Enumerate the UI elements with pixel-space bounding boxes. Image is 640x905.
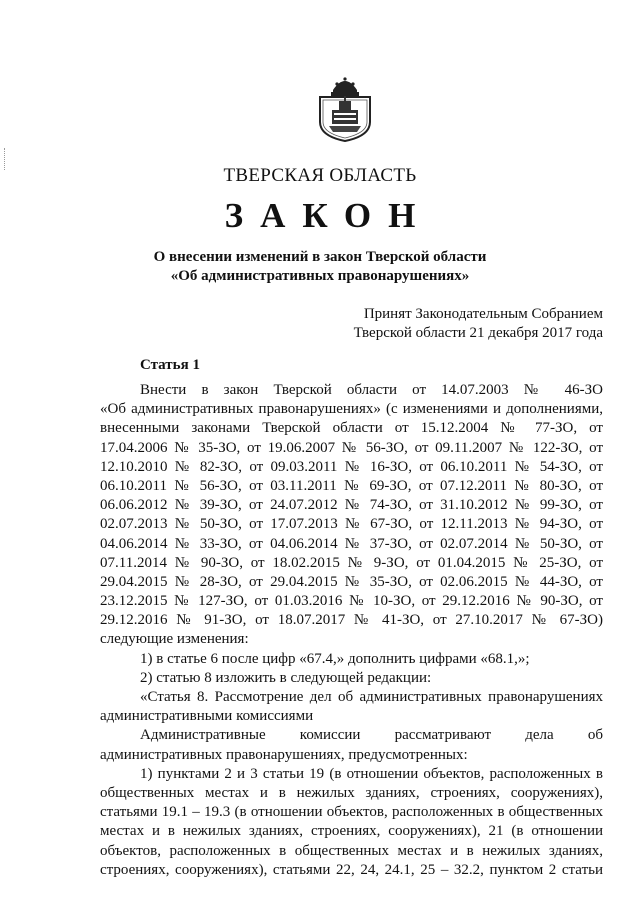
text-line: Внести в закон Тверской области от 14.07.2003 № 46-ЗО <box>140 382 603 398</box>
text-line: местах и в нежилых зданиях, строениях, сооружениях), 21 (в отношении <box>100 823 603 840</box>
document-subtitle <box>0 248 640 286</box>
text-line: 2) статью 8 изложить в следующей редакции: <box>140 669 432 686</box>
coat-of-arms-icon <box>317 70 373 142</box>
adoption-note <box>354 305 603 343</box>
text-line: общественных местах и в нежилых зданиях, строениях, сооружениях), <box>100 784 603 801</box>
text-line: статьями 19.1 – 19.3 (в отношении объектов, расположенных в общественных <box>100 804 603 821</box>
text-line: 29.12.2016 № 91-ЗО, от 18.07.2017 № 41-ЗО, от 27.10.2017 № 67-ЗО) <box>100 612 603 629</box>
text-line: Административные комиссии рассматривают дела об <box>140 727 603 744</box>
article-heading: Статья 1 <box>140 357 200 373</box>
text-line: внесенными законами Тверской области от 15.12.2004 № 77-ЗО, от <box>100 420 603 437</box>
article-body <box>100 381 603 880</box>
document-type: ЗАКОН <box>224 196 433 235</box>
subtitle-line: О внесении изменений в закон Тверской области <box>153 249 487 265</box>
text-line: объектов, расположенных в общественных местах и в нежилых зданиях, <box>100 842 603 859</box>
text-line: 06.10.2011 № 56-ЗО, от 03.11.2011 № 69-ЗО, от 07.12.2011 № 80-ЗО, от <box>100 477 603 494</box>
text-line: 17.04.2006 № 35-ЗО, от 19.06.2007 № 56-ЗО, от 09.11.2007 № 122-ЗО, от <box>100 439 603 456</box>
text-line: «Об административных правонарушениях» (с изменениями и дополнениями, <box>100 401 603 418</box>
text-line: 04.06.2014 № 33-ЗО, от 04.06.2014 № 37-ЗО, от 02.07.2014 № 50-ЗО, от <box>100 535 603 552</box>
text-line: 29.04.2015 № 28-ЗО, от 29.04.2015 № 35-ЗО, от 02.06.2015 № 44-ЗО, от <box>100 573 603 590</box>
text-line: 1) в статье 6 после цифр «67.4,» дополнить цифрами «68.1,»; <box>140 650 530 667</box>
adoption-line: Принят Законодательным Собранием <box>363 306 603 322</box>
text-line: 1) пунктами 2 и 3 статьи 19 (в отношении объектов, расположенных в <box>140 765 603 782</box>
text-line: 02.07.2013 № 50-ЗО, от 17.07.2013 № 67-ЗО, от 12.11.2013 № 94-ЗО, от <box>100 516 603 533</box>
text-line: следующие изменения: <box>100 631 249 648</box>
subtitle-line: «Об административных правонарушениях» <box>170 268 470 284</box>
text-line: административных правонарушениях, предусмотренных: <box>100 746 468 763</box>
text-line: строениях, сооружениях), статьями 22, 24, 24.1, 25 – 32.2, пунктом 2 статьи <box>100 861 603 878</box>
text-line: 06.06.2012 № 39-ЗО, от 24.07.2012 № 74-ЗО, от 31.10.2012 № 99-ЗО, от <box>100 497 603 514</box>
text-line: административными комиссиями <box>100 708 314 725</box>
text-line: «Статья 8. Рассмотрение дел об административных правонарушениях <box>140 689 603 705</box>
region-name: ТВЕРСКАЯ ОБЛАСТЬ <box>223 165 417 186</box>
text-line: 07.11.2014 № 90-ЗО, от 18.02.2015 № 9-ЗО, от 01.04.2015 № 25-ЗО, от <box>100 554 603 571</box>
text-line: 12.10.2010 № 82-ЗО, от 09.03.2011 № 16-ЗО, от 06.10.2011 № 54-ЗО, от <box>100 458 603 475</box>
adoption-line: Тверской области 21 декабря 2017 года <box>353 325 603 341</box>
text-line: 23.12.2015 № 127-ЗО, от 01.03.2016 № 10-ЗО, от 29.12.2016 № 90-ЗО, от <box>100 593 603 610</box>
